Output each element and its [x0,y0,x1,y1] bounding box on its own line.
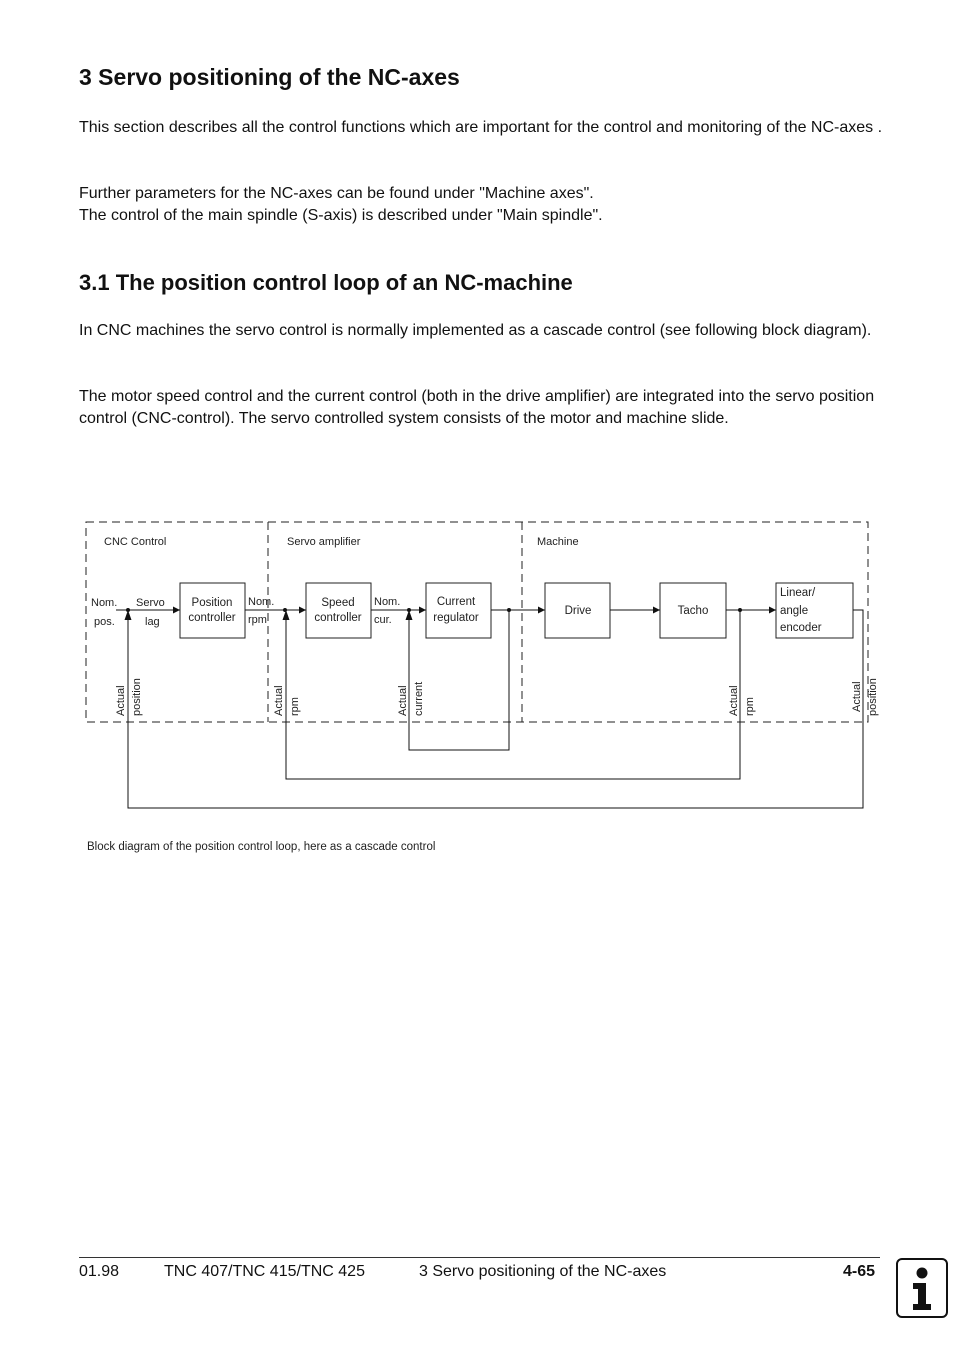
encoder-actual-position-label-2: position [867,678,879,716]
info-icon [896,1258,948,1318]
position-feedback-arrowhead [125,610,132,620]
servo-lag-label-2: lag [145,616,160,628]
current-feedback-arrowhead [406,610,413,620]
intro-paragraph: This section describes all the control functions which are important for the control and monitoring of the NC-axes . [79,119,883,136]
encoder-label-1: Linear/ [780,587,816,599]
actual-position-label-2: position [131,678,143,716]
integration-paragraph: The motor speed control and the current control (both in the drive amplifier) are integrated into the servo position control (CNC-control). The servo controlled system consists of the motor and machine slide. [79,388,875,427]
actual-rpm-label-2: rpm [289,697,301,716]
encoder-label-2: angle [780,605,809,617]
current-regulator-label-2: regulator [433,612,479,624]
cascade-paragraph: In CNC machines the servo control is normally implemented as a cascade control (see following block diagram). [79,322,872,339]
reference-paragraph [79,183,889,227]
nom-rpm-label-1: Nom. [248,596,275,608]
chapter-heading: 3 Servo positioning of the NC-axes [79,64,460,90]
nom-rpm-label-2: rpm [248,614,267,626]
region-label-machine: Machine [537,536,579,548]
nom-pos-label-2: pos. [94,616,115,628]
nom-cur-label-1: Nom. [374,596,401,608]
actual-rpm-label-1: Actual [273,685,285,716]
position-controller-label-1: Position [191,597,233,609]
footer-date: 01.98 [79,1263,120,1280]
region-label-cnc: CNC Control [104,536,167,548]
reference-line-machine-axes: Further parameters for the NC-axes can be found under "Machine axes". [79,185,594,202]
position-controller-block [180,583,245,638]
actual-current-label-1: Actual [397,685,409,716]
drive-label: Drive [564,605,592,617]
tacho-actual-rpm-label-1: Actual [728,685,740,716]
page-number: 4-65 [843,1263,876,1280]
position-controller-label-2: controller [188,612,236,624]
nom-cur-label-2: cur. [374,614,392,626]
footer-model: TNC 407/TNC 415/TNC 425 [164,1263,365,1280]
block-diagram [0,500,954,830]
speed-controller-block [306,583,371,638]
diagram-caption: Block diagram of the position control loop, here as a cascade control [87,841,436,853]
footer-section: 3 Servo positioning of the NC-axes [419,1263,667,1280]
actual-position-label-1: Actual [115,685,127,716]
nom-pos-label-1: Nom. [91,597,118,609]
current-regulator-block [426,583,491,638]
actual-current-label-2: current [413,681,425,716]
footer-rule [79,1257,880,1258]
section-heading: 3.1 The position control loop of an NC-machine [79,270,573,295]
tacho-actual-rpm-label-2: rpm [744,697,756,716]
region-label-servo: Servo amplifier [287,536,361,548]
encoder-actual-position-label-1: Actual [851,681,863,712]
reference-line-main-spindle: The control of the main spindle (S-axis) is described under "Main spindle". [79,207,603,224]
speed-controller-label-2: controller [314,612,362,624]
servo-lag-label-1: Servo [136,597,165,609]
current-regulator-label-1: Current [436,596,476,608]
encoder-label-3: encoder [780,622,822,634]
rpm-feedback-arrowhead [283,610,290,620]
tacho-label: Tacho [677,605,709,617]
speed-controller-label-1: Speed [321,597,355,609]
